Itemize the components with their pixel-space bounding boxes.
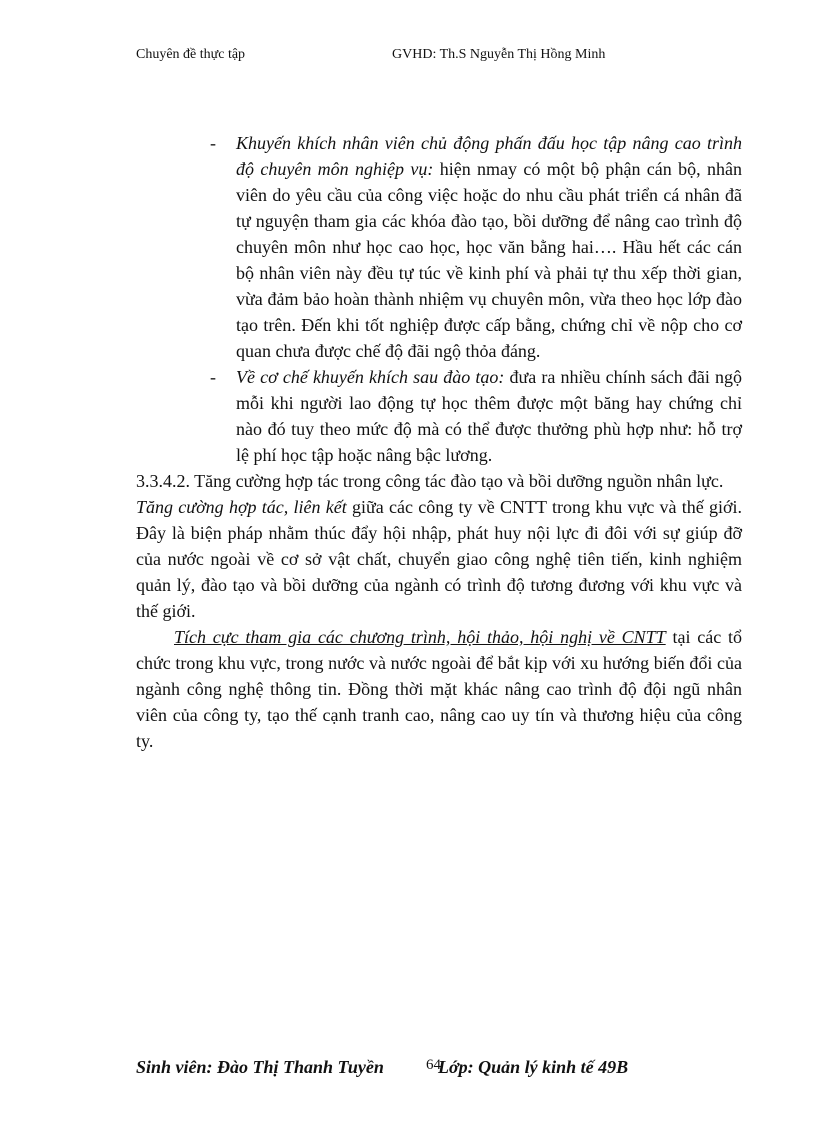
paragraph-text: giữa các công ty về CNTT trong khu vực và thế giới. Đây là biện pháp nhằm thúc đẩy hội nhập, phát huy nội lực đi đôi với sự giúp đỡ của nước ngoài về cơ sở vật chất, chuyển giao công nghệ tiên tiến, kinh nghiệm quản lý, đào tạo và bồi dưỡng của ngành có trình độ tương đương với khu vực và thế giới. xyxy=(136,497,742,621)
footer-class: Lớp: Quản lý kinh tế 49B xyxy=(438,1057,629,1077)
header-report-title: Chuyên đề thực tập xyxy=(136,47,246,62)
bullet-text: đưa ra nhiều chính sách đãi ngộ mỗi khi người lao động tự học thêm được một băng hay chứng chỉ nào đó tuy theo mức độ mà có thể được thưởng phù hợp như: hỗ trợ lệ phí học tập hoặc nâng bậc lương. xyxy=(236,367,742,465)
paragraph-conferences xyxy=(136,624,742,754)
page-number: 64 xyxy=(426,1057,441,1073)
paragraph-lead: Tăng cường hợp tác, liên kết xyxy=(136,497,347,517)
header-supervisor: GVHD: Th.S Nguyễn Thị Hồng Minh xyxy=(392,47,606,62)
bullet-item xyxy=(136,364,742,468)
bullet-item xyxy=(136,130,742,364)
paragraph-text: tại các tổ chức trong khu vực, trong nước và nước ngoài để bắt kịp với xu hướng biến đổi của ngành công nghệ thông tin. Đồng thời mặt khác nâng cao trình độ đội ngũ nhân viên của công ty, tạo thế cạnh tranh cao, nâng cao uy tín và thương hiệu của công ty. xyxy=(136,627,742,751)
bullet-text: hiện nmay có một bộ phận cán bộ, nhân viên do yêu cầu của công việc hoặc do nhu cầu phát triển cá nhân đã tự nguyện tham gia các khóa đào tạo, bồi dưỡng để nâng cao trình độ chuyên môn như học cao học, học văn bằng hai…. Hầu hết các cán bộ nhân viên này đều tự túc về kinh phí và phải tự thu xếp thời gian, vừa đảm bảo hoàn thành nhiệm vụ chuyên môn, vừa theo học lớp đào tạo trên. Đến khi tốt nghiệp được cấp bằng, chứng chỉ về nộp cho cơ quan chưa được chế độ đãi ngộ thỏa đáng. xyxy=(236,159,742,361)
bullet-lead: Về cơ chế khuyến khích sau đào tạo: xyxy=(236,367,505,387)
bullet-dash: - xyxy=(210,133,216,153)
bullet-lead: Khuyến khích nhân viên chủ động phấn đấu học tập nâng cao trình độ chuyên môn nghiệp vụ: xyxy=(236,133,742,179)
paragraph-lead: Tích cực tham gia các chương trình, hội thảo, hội nghị về CNTT xyxy=(174,627,666,647)
footer-student: Sinh viên: Đào Thị Thanh Tuyền xyxy=(136,1057,384,1077)
page-body xyxy=(136,130,742,754)
section-heading: 3.3.4.2. Tăng cường hợp tác trong công tác đào tạo và bồi dưỡng nguồn nhân lực. xyxy=(136,471,724,491)
bullet-dash: - xyxy=(210,367,216,387)
paragraph-cooperation xyxy=(136,494,742,624)
